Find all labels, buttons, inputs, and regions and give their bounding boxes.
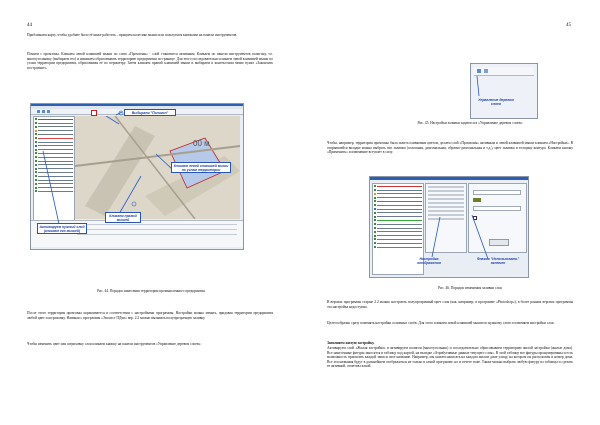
callout-select-polygon: Выбираем "Полигон"	[124, 109, 176, 116]
figure-caption: Рис. 44. Порядок нанесения территории промышленного предприятия	[97, 289, 205, 293]
paragraph: Целесообразно сразу поменять настройки основных слоёв. Для этого кликаем левой клавишей мыши по нужному слою и изменяем настройки слоя.	[327, 321, 555, 325]
figure-46-screenshot	[369, 176, 529, 278]
paragraph: Чтобы, например, территория промзоны была залита оливковым цветом, делаем слой «Промзоны» активным и левой клавишей мыши кликаем «Настройки». В открывшейся вкладке можно выбрать тип заливки (сплошная, диагональная, обратно-диагональная и т.д.), цвет заливки и толщину контура. Кликаем кнопку «Применить» и изменение вступает в силу.	[327, 141, 573, 155]
arrow	[471, 64, 537, 118]
callout-active-layer: Активируем нужный слой (кликаем его мышей)	[37, 223, 87, 234]
callout-tree-manager: Управление деревом слоев	[478, 97, 514, 106]
paragraph: Приближаем карту, чтобы удобнее было её ниже работать – вращаем колесико мыши или пользуемся кнопками на панели инструментов.	[27, 33, 238, 37]
right-page	[300, 0, 600, 425]
figure-caption: Рис. 46. Порядок изменения заливки слоя	[438, 286, 502, 290]
callout-click-corner: Кликаем правой мышей	[105, 212, 141, 223]
paragraph: Активируем слой «Жилая застройка» и активируем полигон (многоугольник) и последовательно обрисовываем территорию жилой застройки (жилые дома). Все нанесенные фигуры заносятся в таблицу под картой, на вкладке «Атрибутивные данные текущего слоя». В этой таблице все фигуры пронумерованы и есть возможность присвоить каждой записи свое название. Например, мы можем написать на каждом жилом доме улицу, на котором он расположен и номер дома. Все эти названия будут в дальнейшем отображаться не только в самой программе, но и отчете тоже. Также можно выбрать любую фигуру из таблицы и сделать ее активной, отметив галкой.	[327, 346, 573, 369]
callout-flag: Флажок "Использовать" включен	[476, 256, 520, 265]
svg-text:00 м: 00 м	[193, 139, 210, 148]
callout-click-corners: Кликаем левой клавишей мыши по углам территории	[171, 162, 231, 173]
callout-settings: Настройка отображения	[417, 256, 441, 265]
page-number: 45	[566, 23, 571, 28]
paragraph: Почнем с промзоны. Кликаем левой клавишей мыши по слою «Промзоны» - слой становится активным. Кликаем по панели инструментов полигону, т.е. многоугольнику (выбираем его) и начинаем обрисовывать территорию предприятия по границе. Для этого последовательно кликаем левой клавишей мыши по углам территории предприятия, обрисовывая её по периметру. Затем кликаем правой клавишей мыши и выбираем в контекстном меню пункт «Закончить построение».	[27, 52, 273, 70]
figure-caption: Рис. 45. Настройки заливки задаются в «Управление деревом слоев»	[417, 121, 523, 125]
paragraph: После этого территория промзоны окрашивается в соответствии с настройками программы. Настройки можно менять, придавая территории предприятия любой цвет и штриховку. Начиная с программы «Экосист ПДчи» вер. 2.2 можно вызывать полупрозрачную заливку.	[27, 311, 273, 320]
subheading: Заполняем жилую застройку.	[327, 341, 375, 345]
figure-44-screenshot	[30, 103, 244, 250]
page-number: 44	[27, 23, 32, 28]
paragraph: Чтобы изменить цвет или штриховку слоя кликаем кнопку на панели инструментов «Управление деревом слоев»:	[27, 342, 202, 346]
paragraph: В версиях программы старше 2.2 можно настроить полупрозрачный цвет слоя (как, например, в программе «Photoshop»), в более ранних версиях программы эта настройка недоступна.	[327, 300, 573, 309]
figure-45-screenshot	[470, 63, 538, 119]
